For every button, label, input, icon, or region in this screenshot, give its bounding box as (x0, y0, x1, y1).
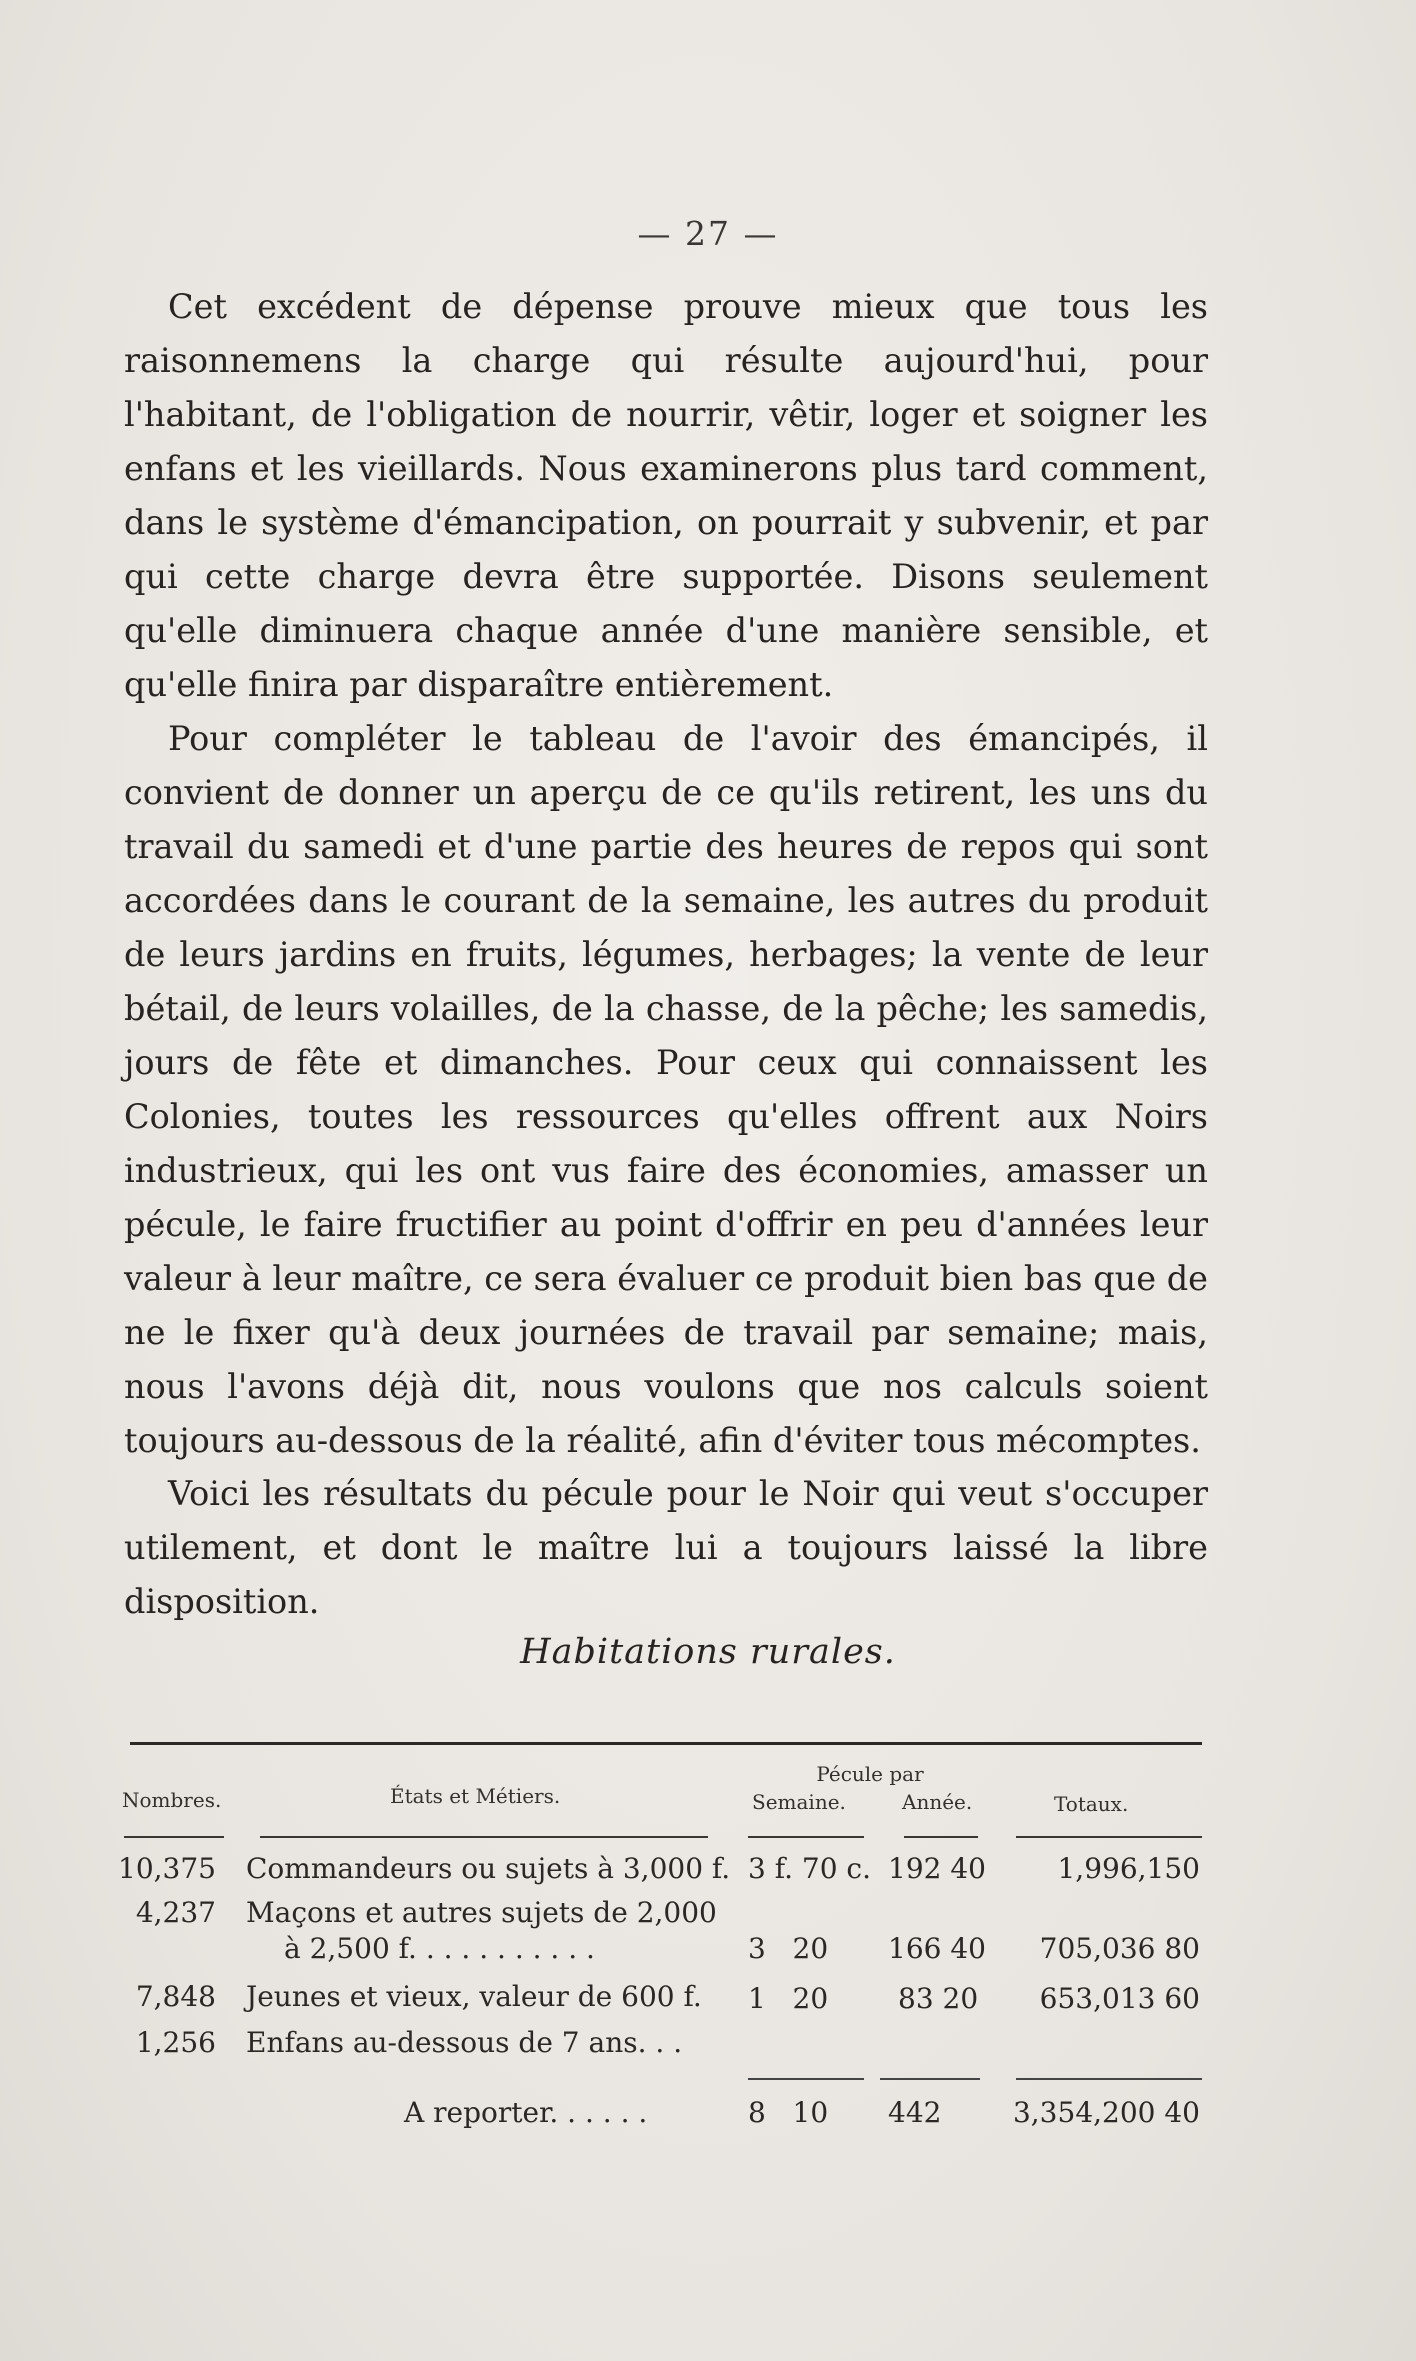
row2-total: 705,036 80 (1039, 1932, 1200, 1965)
carry-total: 3,354,200 40 (1012, 2096, 1200, 2129)
row2-annee: 166 40 (888, 1932, 986, 1965)
rule-etats (260, 1836, 708, 1838)
row3-semaine: 1 20 (748, 1982, 829, 2015)
row2-etat-cont: à 2,500 f. . . . . . . . . . . (284, 1932, 595, 1965)
header-annee: Année. (902, 1790, 973, 1814)
row3-nombre: 7,848 (135, 1980, 216, 2013)
row1-nombre: 10,375 (118, 1852, 216, 1885)
row4-etat: Enfans au-dessous de 7 ans. . . (246, 2026, 683, 2059)
header-totaux: Totaux. (1054, 1792, 1129, 1816)
row1-annee: 192 40 (888, 1852, 986, 1885)
header-etats: États et Métiers. (390, 1784, 561, 1808)
carry-semaine: 8 10 (748, 2096, 829, 2129)
paragraph-1-text: Cet excédent de dépense prouve mieux que tous les raisonnemens la charge qui résulte aujourd'hui, pour l'habitant, de l'obligation de nourrir, vêtir, loger et soigner les enfans et les vieillards. Nous examinerons plus tard comment, dans le système d'émancipation, on pourrait y subvenir, et par qui cette charge devra être supportée. Disons seulement qu'elle diminuera chaque année d'une manière sensible, et qu'elle finira par disparaître entièrement. (124, 287, 1208, 704)
header-semaine: Semaine. (752, 1790, 846, 1814)
row2-nombre: 4,237 (135, 1896, 216, 1929)
row4-nombre: 1,256 (135, 2026, 216, 2059)
page-number: — 27 — (637, 214, 779, 253)
rule-annee (904, 1836, 978, 1838)
carry-label: A reporter. . . . . . (404, 2096, 648, 2129)
header-pecule-par: Pécule par (816, 1762, 924, 1786)
row1-total: 1,996,150 (1057, 1852, 1200, 1885)
row1-etat: Commandeurs ou sujets à 3,000 f. (246, 1852, 731, 1885)
carry-annee: 442 (888, 2096, 942, 2129)
section-title: Habitations rurales. (520, 1632, 896, 1672)
row3-etat: Jeunes et vieux, valeur de 600 f. (246, 1980, 702, 2013)
row2-semaine: 3 20 (748, 1932, 829, 1965)
total-rule-annee (880, 2078, 980, 2080)
row2-etat: Maçons et autres sujets de 2,000 (246, 1896, 717, 1929)
paragraph-3-text: Voici les résultats du pécule pour le Noir qui veut s'occuper utilement, et dont le maître lui a toujours laissé la libre disposition. (124, 1474, 1208, 1621)
rule-totaux (1016, 1836, 1202, 1838)
header-nombres: Nombres. (122, 1788, 222, 1812)
row3-annee: 83 20 (898, 1982, 979, 2015)
total-rule-semaine (748, 2078, 864, 2080)
rule-nombres (124, 1836, 224, 1838)
row1-semaine: 3 f. 70 c. (748, 1852, 871, 1885)
rule-semaine (748, 1836, 864, 1838)
paragraph-2-text: Pour compléter le tableau de l'avoir des émancipés, il convient de donner un aperçu de ce qu'ils retirent, les uns du travail du samedi et d'une partie des heures de repos qui sont accordées dans le courant de la semaine, les autres du produit de leurs jardins en fruits, légumes, herbages; la vente de leur bétail, de leurs volailles, de la chasse, de la pêche; les samedis, jours de fête et dimanches. Pour ceux qui connaissent les Colonies, toutes les ressources qu'elles offrent aux Noirs industrieux, qui les ont vus faire des économies, amasser un pécule, le faire fructifier au point d'offrir en peu d'années leur valeur à leur maître, ce sera évaluer ce produit bien bas que de ne le fixer qu'à deux journées de travail par semaine; mais, nous l'avons déjà dit, nous voulons que nos calculs soient toujours au-dessous de la réalité, afin d'éviter tous mécomptes. (124, 719, 1208, 1460)
row3-total: 653,013 60 (1039, 1982, 1200, 2015)
total-rule-totaux (1016, 2078, 1202, 2080)
